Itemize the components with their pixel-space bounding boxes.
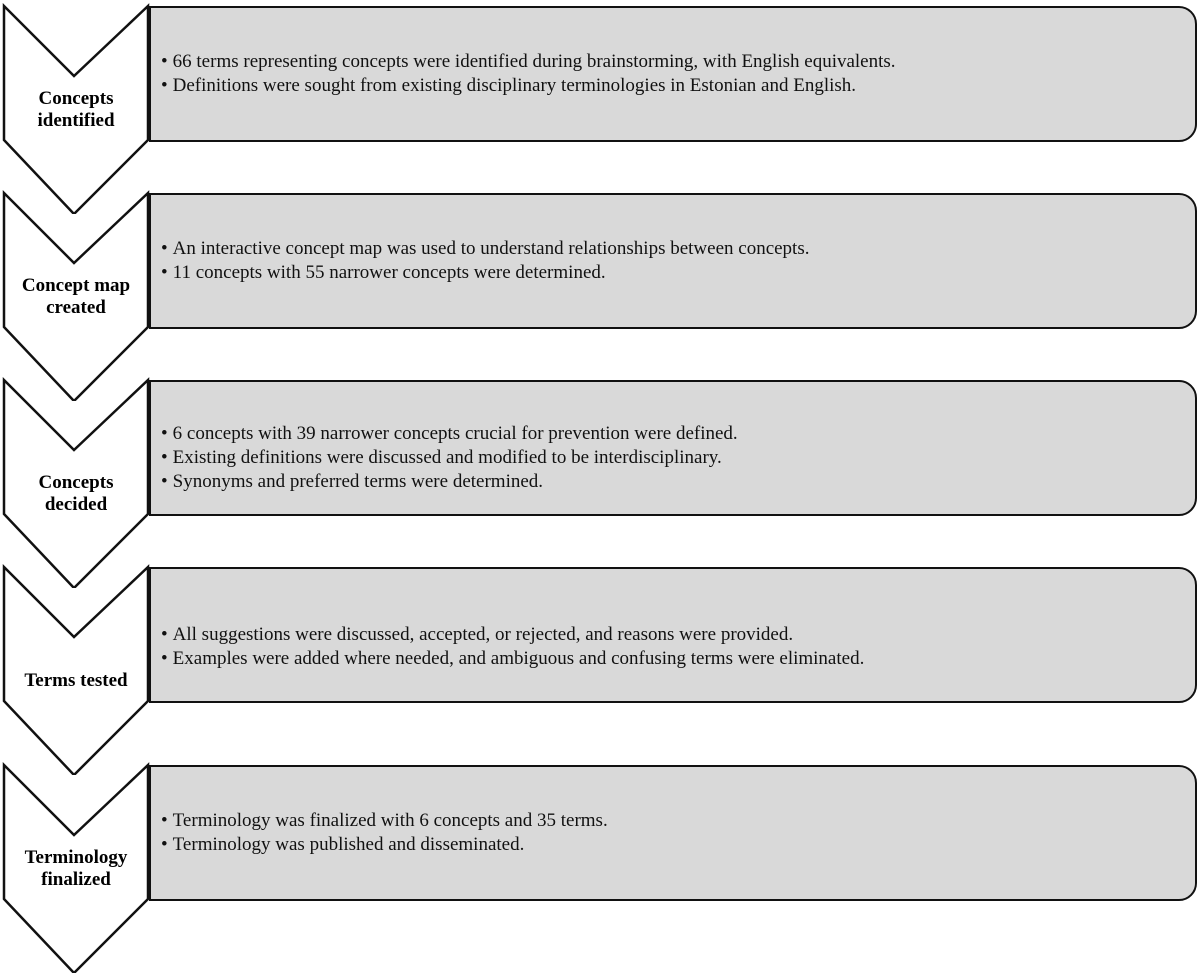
bullet-item: • Terminology was finalized with 6 concepts and 35 terms. [161,809,608,833]
bullet-item: • Existing definitions were discussed and modified to be interdisciplinary. [161,446,738,470]
bullet-item: • 6 concepts with 39 narrower concepts crucial for prevention were defined. [161,422,738,446]
bullet-item: • An interactive concept map was used to understand relationships between concepts. [161,237,809,261]
stage-description-box [149,6,1197,142]
stage-title: Concept map created [21,275,131,318]
bullet-item: • 66 terms representing concepts were identified during brainstorming, with English equivalents. [161,50,896,74]
bullet-item: • Examples were added where needed, and ambiguous and confusing terms were eliminated. [161,647,864,671]
bullet-item: • Synonyms and preferred terms were determined. [161,470,738,494]
bullet-list [161,237,809,285]
stage-concepts-identified [0,2,1200,202]
stage-concept-map-created [0,189,1200,389]
stage-title: Terminology finalized [24,847,128,890]
bullet-list [161,809,608,857]
stage-concepts-decided [0,376,1200,576]
bullet-item: • Terminology was published and disseminated. [161,833,608,857]
bullet-list [161,623,864,671]
bullet-item: • All suggestions were discussed, accepted, or rejected, and reasons were provided. [161,623,864,647]
chevron-arrow-icon [0,563,152,775]
bullet-list [161,50,896,98]
stage-title: Concepts identified [37,88,115,131]
stage-description-box [149,380,1197,516]
bullet-item: • Definitions were sought from existing disciplinary terminologies in Estonian and English. [161,74,896,98]
stage-description-box [149,193,1197,329]
stage-description-box [149,765,1197,901]
bullet-list [161,422,738,494]
bullet-item: • 11 concepts with 55 narrower concepts were determined. [161,261,809,285]
stage-description-box [149,567,1197,703]
stage-title: Terms tested [24,670,128,691]
stage-terms-tested [0,563,1200,763]
stage-title: Concepts decided [38,472,114,515]
stage-terminology-finalized [0,761,1200,961]
